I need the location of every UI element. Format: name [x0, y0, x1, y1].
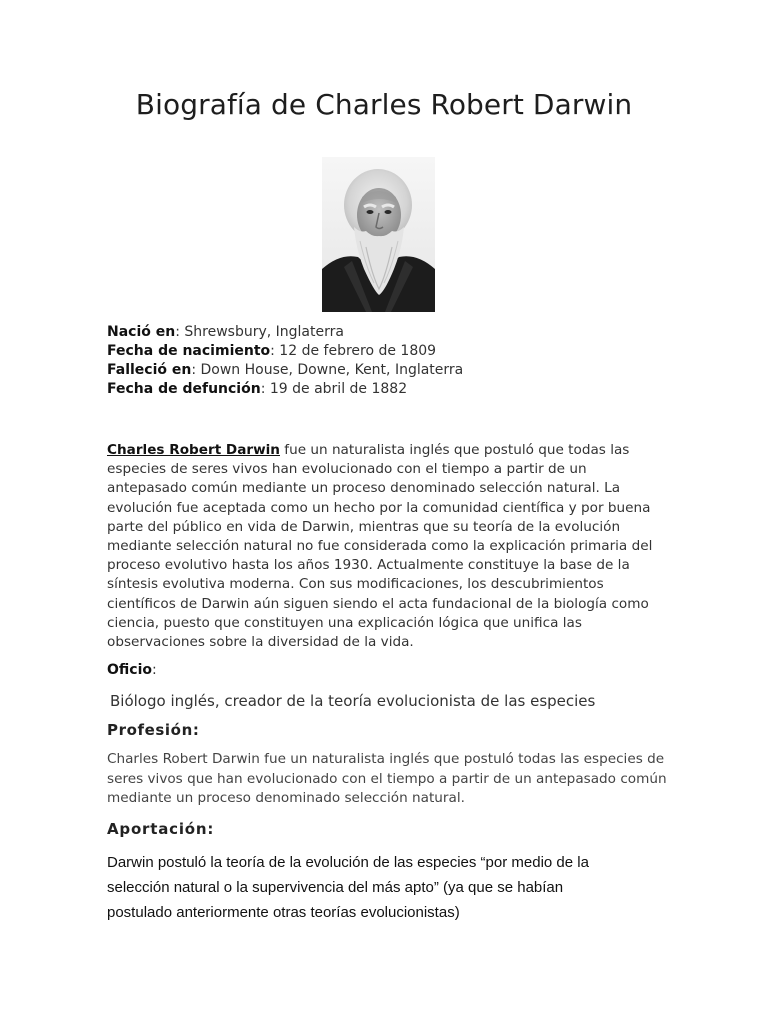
- fact-birthdate: [107, 342, 707, 361]
- fact-label: Fecha de defunción: [107, 381, 261, 397]
- page-title: Biografía de Charles Robert Darwin: [135, 88, 633, 121]
- oficio-colon: :: [152, 662, 157, 678]
- fact-value: : 19 de abril de 1882: [260, 381, 408, 397]
- oficio-text: Biólogo inglés, creador de la teoría evolucionista de las especies: [110, 692, 596, 710]
- fact-value: : 12 de febrero de 1809: [270, 343, 437, 359]
- profesion-heading: Profesión:: [107, 721, 200, 739]
- intro-name-link[interactable]: Charles Robert Darwin: [107, 442, 280, 458]
- intro-paragraph: [107, 441, 667, 652]
- aportacion-text: Darwin postuló la teoría de la evolución de las especies “por medio de la selección natural o la supervivencia del más apto” (ya que se habían postulado anteriormente otras teorías evolucionistas): [107, 854, 589, 921]
- oficio-label: Oficio: [107, 662, 152, 678]
- portrait-eye-right: [385, 210, 392, 214]
- fact-deathplace: [107, 361, 707, 380]
- fact-deathdate: [107, 380, 707, 399]
- facts-list: [107, 323, 707, 399]
- fact-value: : Down House, Downe, Kent, Inglaterra: [191, 362, 464, 378]
- fact-value: : Shrewsbury, Inglaterra: [175, 324, 344, 340]
- profesion-text: Charles Robert Darwin fue un naturalista inglés que postuló todas las especies de seres vivos que han evolucionado con el tiempo a partir de un antepasado común mediante un proceso denominado selección natural.: [107, 751, 667, 806]
- oficio-heading: [107, 662, 157, 678]
- aportacion-heading: Aportación:: [107, 820, 215, 838]
- intro-text: fue un naturalista inglés que postuló que todas las especies de seres vivos han evolucionado con el tiempo a partir de un antepasado común mediante un proceso denominado selección natural. La evolución fue aceptada como un hecho por la comunidad científica y por buena parte del público en vida de Darwin, mientras que su teoría de la evolución mediante selección natural no fue considerada como la explicación primaria del proceso evolutivo hasta los años 1930. Actualmente constituye la base de la síntesis evolutiva moderna. Con sus modificaciones, los descubrimientos científicos de Darwin aún siguen siendo el acta fundacional de la biología como ciencia, puesto que constituyen una explicación lógica que unifica las observaciones sobre la diversidad de la vida.: [107, 442, 653, 651]
- fact-label: Falleció en: [107, 362, 192, 378]
- portrait-eye-left: [367, 210, 374, 214]
- fact-birthplace: [107, 323, 707, 342]
- fact-label: Nació en: [107, 324, 176, 340]
- portrait-photo: [322, 157, 435, 312]
- fact-label: Fecha de nacimiento: [107, 343, 271, 359]
